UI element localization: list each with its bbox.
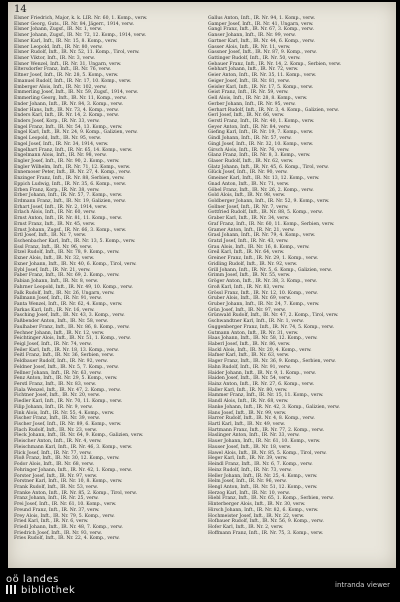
list-entry: Helm Josef, Inft., IR. Nr. 96, verw. [208, 479, 287, 485]
list-entry: Glaser Rudolf, Inft., IR. Nr. 62, verw. [208, 158, 294, 164]
list-entry: Feichtinger Alois, Inft., IR. Nr. 51, 1. Komp., verw. [14, 336, 131, 342]
list-entry: Heller Johann, Inft., IR. Nr. 25, 4. Komp., verw. [208, 473, 318, 479]
list-entry: Gerber Johann, Inft., IR. Nr. 95, verw. [208, 101, 296, 107]
list-entry: Engelhart Franz, Inft., IR. Nr. 65, 14. Komp., verw. [14, 147, 133, 153]
list-entry: Fohringer Johann, Inft., IR. Nr. 42, 1. Komp., verw. [14, 467, 132, 473]
list-entry: Elsner Rudolf, Inft., IR. Nr. 52, 11. Komp., Tirol, verw. [14, 50, 140, 56]
list-entry: Grün Josef, Inft., IR. Nr. 97, verw. [208, 307, 287, 313]
library-bars-icon [6, 585, 18, 594]
viewer-footer [0, 568, 400, 602]
list-entry: Haider Johann, Inft., IR. Nr. 9, 1. Komp., verw. [208, 370, 316, 376]
list-entry: Elsner Johann, Zugsf., IR. Nr. 1, verw. [14, 27, 103, 33]
library-logo[interactable] [6, 574, 75, 596]
list-entry: Grössl Franz, Inft., IR. Nr. 12, 10. Komp., verw. [208, 290, 318, 296]
list-entry: Engel Josef, Inft., IR. Nr. 34, 1914, verw. [14, 141, 109, 147]
list-entry: Hinterberger Alois, Inft., IR. Nr. 30, verw. [208, 502, 306, 508]
list-entry: Floß Franz, Inft., IR. Nr. 30, 12. Komp., verw. [14, 456, 120, 462]
list-entry: Harrer Rudolf, Inft., IR. Nr. 4, 8. Komp., verw. [208, 416, 315, 422]
list-entry: Gruber Johann, Inft., IR. Nr. 24, 7. Komp., verw. [208, 301, 320, 307]
list-entry: Hackl Alois, Inft., IR. Nr. 20, 4. Komp., verw. [208, 347, 312, 353]
list-entry: Erlach Alois, Inft., IR. Nr. 60, verw. [14, 210, 96, 216]
list-entry: Geisler Karl, Inft., IR. Nr. 17, 5. Komp., verw. [208, 84, 314, 90]
list-entry: Hahn Rudolf, Inft., IR. Nr. 91, verw. [208, 364, 291, 370]
list-entry: Herzog Karl, Inft., IR. Nr. 10, verw. [208, 490, 290, 496]
list-entry: Gebhart Johann, Inft., IR. Nr. 72, verw. [208, 67, 299, 73]
list-entry: Eltersdorfer Franz, Inft., IR. Nr. 76, verw. [14, 67, 111, 73]
list-entry: Erhart Josef, Inft., IR. Nr. 2, 1914, verw. [14, 204, 108, 210]
list-entry: Gerstl Franz, Inft., IR. Nr. 40, 1. Komp., verw. [208, 118, 315, 124]
list-entry: Eltner Josef, Inft., IR. Nr. 28, 5. Komp., verw. [14, 73, 119, 79]
list-entry: Erber Johann, Inft., IR. Nr. 57, 7. Komp., verw. [14, 193, 123, 199]
list-entry: Fodor Alois, Inft., IR. Nr. 68, verw. [14, 462, 95, 468]
list-entry: Glanz Franz, Inft., IR. Nr. 8, 3. Komp., verw. [208, 153, 311, 159]
list-entry: Gutmann Anton, Inft., IR. Nr. 31, verw. [208, 330, 299, 336]
list-entry: Fechner Johann, Inft., IR. Nr. 12, verw. [14, 330, 105, 336]
list-entry: Fleischer Anton, Inft., IR. Nr. 4, verw. [14, 439, 102, 445]
list-entry: Exner Johann, Inft., IR. Nr. 40, 6. Komp., Tirol, verw. [14, 261, 137, 267]
list-entry: Grill Johann, Inft., IR. Nr. 5, 6. Komp., Galizien, verw. [208, 267, 333, 273]
list-entry: Fenz Anton, Inft., IR. Nr. 29, 5. Komp., verw. [14, 376, 118, 382]
list-entry: Haas Johann, Inft., IR. Nr. 58, 12. Komp., verw. [208, 336, 318, 342]
list-entry: Gingl Josef, Inft., IR. Nr. 32, 10. Komp., verw. [208, 141, 314, 147]
list-entry: Graber Karl, Inft., IR. Nr. 34, verw. [208, 216, 290, 222]
list-entry: Forster Josef, Inft., IR. Nr. 97, verw. [14, 473, 98, 479]
list-entry: Gerhart Rudolf, Inft., IR. Nr. 3, 4. Komp., Galizien, verw. [208, 107, 339, 113]
list-entry: Hans Josef, Inft., IR. Nr. 99, verw. [208, 410, 287, 416]
list-entry: Fried Karl, Inft., IR. Nr. 6, verw. [14, 519, 89, 525]
right-column [208, 16, 390, 536]
list-entry: Emmerling Josef, Inft., IR. Nr. 59, Zugsf., 1914, verw. [14, 90, 139, 96]
list-entry: Hofbauer Rudolf, Inft., IR. Nr. 56, 9. Komp., verw. [208, 519, 324, 525]
list-entry: Fasching Josef, Inft., IR. Nr. 43, 3. Komp., verw. [14, 313, 125, 319]
list-entry: Fiala Wenzel, Inft., IR. Nr. 47, 2. Komp., verw. [14, 387, 121, 393]
list-entry: Engel Franz, Inft., IR. Nr. 54, 13. Komp., verw. [14, 124, 123, 130]
list-entry: Grau Alois, Inft., IR. Nr. 16, 8. Komp., verw. [208, 244, 310, 250]
list-entry: Flach Rudolf, Inft., IR. Nr. 23, verw. [14, 427, 98, 433]
list-entry: Hartl Karl, Inft., IR. Nr. 49, verw. [208, 422, 286, 428]
list-entry: Glück Josef, Inft., IR. Nr. 90, verw. [208, 170, 288, 176]
list-entry: Fries Rudolf, Inft., IR. Nr. 22, 4. Komp., verw. [14, 536, 120, 542]
list-entry: Flick Josef, Inft., IR. Nr. 77, verw. [14, 450, 92, 456]
list-entry: Gnad Anton, Inft., IR. Nr. 71, verw. [208, 181, 290, 187]
left-column [14, 16, 196, 542]
intranda-viewer-link[interactable]: intranda viewer [335, 581, 390, 589]
list-entry: Forstner Karl, Inft., IR. Nr. 10, 8. Komp., verw. [14, 479, 123, 485]
list-entry: Emmerling Georg, Inft., IR. Nr. 11, Komp., verw. [14, 96, 127, 102]
list-entry: Engel Leopold, Inft., IR. Nr. 95, verw. [14, 136, 102, 142]
list-entry: Emanuel Rudolf, Inft., IR. Nr. 17, 10. Komp., verw. [14, 78, 132, 84]
list-entry: Greil Karl, Inft., IR. Nr. 64, verw. [208, 250, 285, 256]
list-entry: Ferstl Franz, Inft., IR. Nr. 83, verw. [14, 382, 97, 387]
list-entry: Gridling Rudolf, Inft., IR. Nr. 92, verw. [208, 261, 298, 267]
list-entry: Hoffmann Franz, Inft., IR. Nr. 75, 3. Komp., verw. [208, 530, 324, 536]
list-entry: Graf Franz, Inft., IR. Nr. 60, 11. Komp., Serbien, verw. [208, 221, 335, 227]
list-entry: Gratzl Josef, Inft., IR. Nr. 43, verw. [208, 239, 289, 245]
list-entry: Gartner Karl, Inft., IR. Nr. 44, 6. Komp., verw. [208, 38, 315, 44]
list-entry: Faber Franz, Inft., IR. Nr. 69, 2. Komp., verw. [14, 273, 120, 279]
list-entry: Fink Alois, Inft., IR. Nr. 55, 4. Komp., verw. [14, 410, 115, 416]
list-entry: Ernst Franz, Inft., IR. Nr. 45, verw. [14, 221, 96, 227]
list-entry: Glatz Johann, Inft., IR. Nr. 45, 6. Komp., Tirol, verw. [208, 164, 329, 170]
list-entry: Groß Karl, Inft., IR. Nr. 83, verw. [208, 284, 285, 290]
logo-line-2-text: bibliothek [21, 585, 76, 596]
list-entry: Franz Johann, Inft., IR. Nr. 25, verw. [14, 496, 99, 502]
list-entry: Gschwandtner Karl, Inft., IR. Nr. 1, verw. [208, 319, 304, 325]
list-entry: Enders Karl, Inft., IR. Nr. 14, 2. Komp., verw. [14, 113, 119, 119]
list-entry: Grünwald Rudolf, Inft., IR. Nr. 47, 2. Komp., Tirol, verw. [208, 313, 339, 319]
list-entry: Essl Franz, Inft., IR. Nr. 96, verw. [14, 244, 93, 250]
list-entry: Hager Franz, Inft., IR. Nr. 36, 9. Komp., Serbien, verw. [208, 359, 336, 365]
list-entry: Feldner Josef, Inft., IR. Nr. 5, 7. Komp., verw. [14, 364, 119, 370]
list-entry: Ernst Johann, Zugsf., IR. Nr. 66, 3. Komp., verw. [14, 227, 127, 233]
list-entry: Enzinger Franz, Inft., IR. Nr. 88, Serbien, verw. [14, 176, 125, 182]
list-entry: Ernst Anton, Inft., IR. Nr. 81, 11. Komp., verw. [14, 216, 123, 222]
list-entry: Fiedler Karl, Inft., IR. Nr. 70, 11. Komp., verw. [14, 399, 123, 405]
list-entry: Gindl Johann, Inft., IR. Nr. 57, verw. [208, 136, 292, 142]
list-entry: Feigl Josef, Inft., IR. Nr. 74, verw. [14, 341, 92, 347]
list-entry: Fleischmann Karl, Inft., IR. Nr. 46, 3. Komp., verw. [14, 444, 133, 450]
list-entry: Etzel Rudolf, Inft., IR. Nr. 78, 9. Komp., verw. [14, 250, 120, 256]
list-entry: Fichtner Josef, Inft., IR. Nr. 20, verw. [14, 393, 101, 399]
list-entry: Grimm Josef, Inft., IR. Nr. 55, verw. [208, 273, 291, 279]
list-entry: Hiebl Franz, Inft., IR. Nr. 65, 1. Komp., Serbien, verw. [208, 496, 334, 502]
list-entry: Girsch Alois, Inft., IR. Nr. 76, verw. [208, 147, 290, 153]
list-entry: Falk Rudolf, Inft., IR. Nr. 26, Ungarn, verw. [14, 290, 115, 296]
list-entry: Gebauer Franz, Inft., IR. Nr. 14, 2. Komp., Serbien, verw. [208, 61, 342, 67]
list-entry: Fabian Johann, Inft., IR. Nr. 8, verw. [14, 279, 99, 285]
list-entry: Ender Johann, Inft., IR. Nr. 84, 3. Komp., verw. [14, 101, 124, 107]
list-entry: Hawel Alois, Inft., IR. Nr. 85, 5. Komp., Tirol, verw. [208, 450, 327, 456]
list-entry: Ertl Josef, Inft., IR. Nr. 7, verw. [14, 233, 87, 239]
list-entry: Filip Johann, Inft., IR. Nr. 9, verw. [14, 404, 93, 410]
list-entry: Haslinger Anton, Inft., IR. Nr. 33, verw. [208, 433, 300, 439]
list-entry: Gruber Alois, Inft., IR. Nr. 69, verw. [208, 296, 292, 302]
list-entry: Gallus Anton, Inft., IR. Nr. 94, 1. Komp., verw. [208, 16, 316, 21]
list-entry: Gangl Franz, Inft., IR. Nr. 67, 3. Komp., verw. [208, 27, 314, 33]
list-entry: Engel Karl, Inft., IR. Nr. 24, 9. Komp., Galizien, verw. [14, 130, 138, 136]
list-entry: Ender Hans, Inft., IR. Nr. 73, 4. Komp., verw. [14, 107, 119, 113]
list-entry: Gassner Josef, Inft., IR. Nr. 87, 9. Komp., verw. [208, 50, 317, 56]
list-entry: Faulhaber Franz, Inft., IR. Nr. 86, 8. Komp., verw. [14, 324, 130, 330]
list-entry: Emberger Alois, Inft., IR. Nr. 102, verw. [14, 84, 107, 90]
scanned-page [8, 2, 396, 568]
list-entry: Hauser Josef, Inft., IR. Nr. 18, verw. [208, 444, 292, 450]
list-entry: Hochmeister Josef, Inft., IR. Nr. 22, verw. [208, 513, 305, 519]
list-entry: Göbel Franz, Inft., IR. Nr. 26, 2. Komp., verw. [208, 187, 314, 193]
list-entry: Geist Franz, Inft., IR. Nr. 59, verw. [208, 90, 289, 96]
list-entry: Feitl Franz, Inft., IR. Nr. 36, Serbien, verw. [14, 353, 115, 359]
list-entry: Gerl Josef, Inft., IR. Nr. 66, verw. [208, 113, 285, 119]
logo-line-2 [6, 585, 75, 596]
list-entry: Geyer Anton, Inft., IR. Nr. 84, verw. [208, 124, 291, 130]
list-entry: Fleck Johann, Inft., IR. Nr. 64, 9. Komp., Galizien, verw. [14, 433, 144, 439]
list-entry: Freund Franz, Inft., IR. Nr. 37, verw. [14, 507, 100, 513]
list-entry: Eppich Ludwig, Inft., IR. Nr. 35, 6. Komp., verw. [14, 181, 127, 187]
list-entry: Hanke Johann, Inft., IR. Nr. 42, 3. Komp., Galizien, verw. [208, 404, 340, 410]
list-entry: Feldbauer Rudolf, Inft., IR. Nr. 92, verw. [14, 359, 108, 365]
list-entry: Elsner Wenzel, Inft., IR. Nr. 31, Ungarn, verw. [14, 61, 122, 67]
list-entry: Fellner Johann, Inft., IR. Nr. 63, verw. [14, 370, 102, 376]
list-entry: Ganser Johann, Inft., IR. Nr. 99, verw. [208, 33, 296, 39]
list-entry: Feiler Karl, Inft., IR. Nr. 18, 13. Komp., verw. [14, 347, 119, 353]
list-entry: Hammer Franz, Inft., IR. Nr. 15, 11. Komp., verw. [208, 393, 324, 399]
list-entry: Friedrich Josef, Inft., IR. Nr. 93, verw. [14, 530, 102, 536]
page-number: 14 [14, 4, 27, 15]
list-entry: Geier Anton, Inft., IR. Nr. 35, 11. Komp., verw. [208, 73, 317, 79]
list-entry: Gattinger Rudolf, Inft., IR. Nr. 50, verw. [208, 56, 301, 62]
list-entry: Geiger Josef, Inft., IR. Nr. 81, verw. [208, 78, 290, 84]
list-entry: Heger Karl, Inft., IR. Nr. 39, verw. [208, 456, 288, 462]
list-entry: Elsner Georg, Guts., IR. Nr. 84, Jägerr., 1914, verw. [14, 21, 135, 27]
list-entry: Gell Alois, Inft., IR. Nr. 28, 8. Komp., verw. [208, 96, 308, 102]
list-entry: Frei Josef, Inft., IR. Nr. 61, 10. Komp., verw. [14, 502, 117, 508]
list-entry: Elsner Viktor, Inft., IR. Nr. 3, verw. [14, 56, 95, 62]
list-entry: Ennemoser Peter, Inft., IR. Nr. 27, 4. Komp., verw. [14, 170, 131, 176]
list-entry: Gmeiner Karl, Inft., IR. Nr. 13, 12. Komp., verw. [208, 176, 320, 182]
list-entry: Fanta Wenzel, Inft., IR. Nr. 62, 4. Komp., verw. [14, 301, 123, 307]
list-entry: Elsner Johann, Zugsf., IR. Nr. 72, 12. Komp., 1914, verw. [14, 33, 147, 39]
list-entry: Heindl Franz, Inft., IR. Nr. 6, 7. Komp., verw. [208, 462, 313, 468]
list-entry: Frey Alois, Inft., IR. Nr. 79, 5. Komp., verw. [14, 513, 115, 519]
list-entry: Hartmann Franz, Inft., IR. Nr. 77, 2. Komp., verw. [208, 427, 324, 433]
list-entry: Hirsch Johann, Inft., IR. Nr. 82, 6. Komp., verw. [208, 507, 319, 513]
list-entry: Engler Josef, Inft., IR. Nr. 90, 2. Komp., verw. [14, 158, 120, 164]
list-entry: Hafner Karl, Inft., IR. Nr. 63, verw. [208, 353, 290, 359]
list-entry: Franke Anton, Inft., IR. Nr. 85, 2. Komp., Tirol, verw. [14, 490, 137, 496]
list-entry: Elsner Karl, Inft., IR. Nr. 15, 8. Komp., verw. [14, 38, 118, 44]
list-entry: Exner Alois, Inft., IR. Nr. 32, verw. [14, 256, 95, 262]
list-entry: Farkas Karl, Inft., IR. Nr. 16, verw. [14, 307, 95, 313]
list-entry: Giefing Karl, Inft., IR. Nr. 19, 7. Komp., verw. [208, 130, 314, 136]
list-entry: Erdmann Franz, Inft., IR. Nr. 19, Galizien, verw. [14, 199, 126, 204]
list-entry: Grasl Johann, Inft., IR. Nr. 79, 4. Komp., verw. [208, 233, 316, 239]
list-entry: Enders Josef, Korp., IR. Nr. 33, verw. [14, 118, 100, 124]
list-entry: Handl Alois, Inft., IR. Nr. 68, verw. [208, 399, 289, 405]
list-entry: Goldberger Johann, Inft., IR. Nr. 52, 9. Komp., verw. [208, 199, 330, 204]
list-entry: Frank Rudolf, Inft., IR. Nr. 53, verw. [14, 484, 99, 490]
list-entry: Eybl Josef, Inft., IR. Nr. 21, verw. [14, 267, 91, 273]
list-entry: Gold Alois, Inft., IR. Nr. 98, verw. [208, 193, 286, 199]
list-entry: Faßbender Anton, Inft., IR. Nr. 58, verw. [14, 319, 109, 325]
list-entry: Haberl Josef, Inft., IR. Nr. 86, verw. [208, 341, 291, 347]
list-entry: Guggenberger Franz, Inft., IR. Nr. 74, 5. Komp., verw. [208, 324, 335, 330]
list-entry: Engelmann Alois, Inft., IR. Nr. 98, verw. [14, 153, 107, 159]
list-entry: Friedl Johann, Inft., IR. Nr. 48, 7. Komp., verw. [14, 524, 123, 530]
list-entry: Gollner Josef, Inft., IR. Nr. 7, verw. [208, 204, 289, 210]
list-entry: Hainz Anton, Inft., IR. Nr. 27, 6. Komp., verw. [208, 382, 315, 387]
list-entry: Gasser Alois, Inft., IR. Nr. 11, verw. [208, 44, 291, 50]
list-entry: Fahrner Leopold, Inft., IR. Nr. 49, 10. Komp., verw. [14, 284, 133, 290]
list-entry: Fischer Josef, Inft., IR. Nr. 89, 6. Komp., verw. [14, 422, 122, 428]
list-entry: Gröger Anton, Inft., IR. Nr. 38, 3. Komp., verw. [208, 279, 317, 285]
list-entry: Haller Karl, Inft., IR. Nr. 80, verw. [208, 387, 288, 393]
list-entry: Hofer Karl, Inft., IR. Nr. 2, verw. [208, 524, 284, 530]
list-entry: Gramer Anton, Inft., IR. Nr. 21, verw. [208, 227, 295, 233]
list-entry: Elsner Leopold, Inft., IR. Nr. 80, verw. [14, 44, 103, 50]
list-entry: Heinz Rudolf, Inft., IR. Nr. 73, verw. [208, 467, 292, 473]
list-entry: Gottfried Rudolf, Inft., IR. Nr. 88, 5. Komp., verw. [208, 210, 323, 216]
list-entry: Engler Wilhelm, Inft., IR. Nr. 71, 12. Komp., verw. [14, 164, 131, 170]
list-entry: Eschenbacher Karl, Inft., IR. Nr. 13, 5. Komp., verw. [14, 239, 136, 245]
logo-line-1: oö landes [6, 574, 59, 585]
list-entry: Fischer Franz, Inft., IR. Nr. 39, verw. [14, 416, 100, 422]
list-entry: Erben Franz, Korp., IR. Nr. 38, verw. [14, 187, 100, 193]
list-entry: Haiden Josef, Inft., IR. Nr. 54, verw. [208, 376, 292, 382]
list-entry: Hauer Johann, Inft., IR. Nr. 61, 10. Komp., verw. [208, 439, 321, 445]
list-entry: Elsner Friedrich, Major, k. k. LIR. Nr. 60, 1. Komp., verw. [14, 16, 148, 21]
list-entry: Gamper Josef, Inft., IR. Nr. 41, Ungarn, verw. [208, 21, 314, 27]
list-entry: Fallmann Josef, Inft., IR. Nr. 91, verw. [14, 296, 102, 302]
list-entry: Hengl Anton, Inft., IR. Nr. 51, 12. Komp., verw. [208, 484, 318, 490]
list-entry: Greiner Franz, Inft., IR. Nr. 29, 1. Komp., verw. [208, 256, 319, 262]
